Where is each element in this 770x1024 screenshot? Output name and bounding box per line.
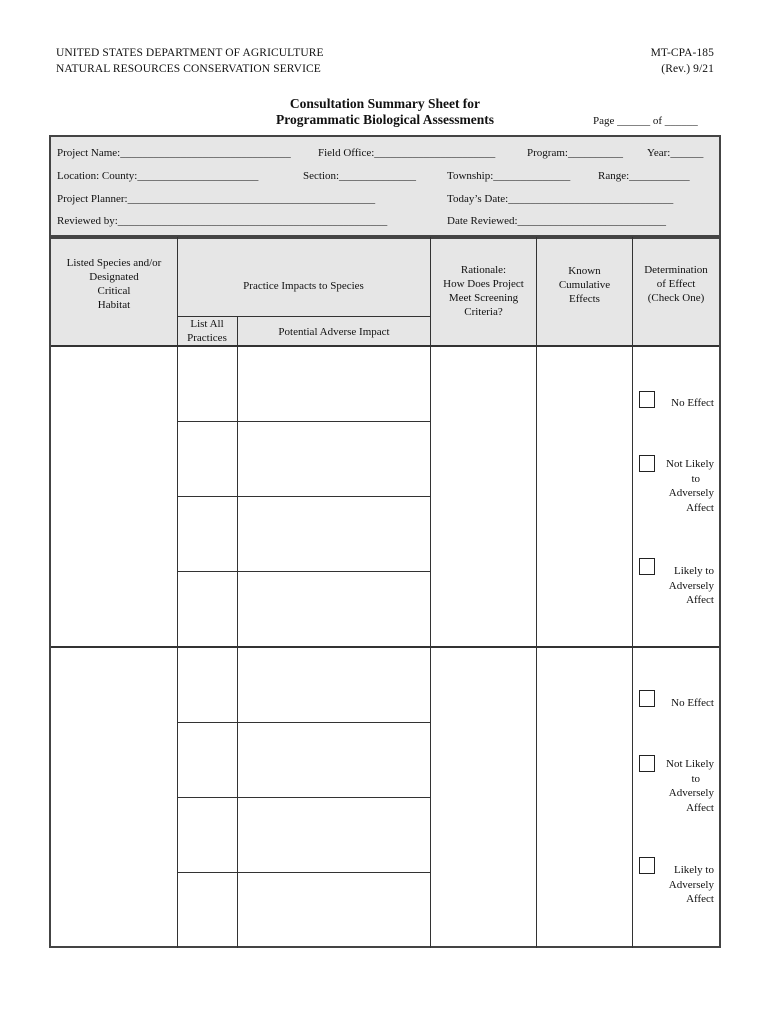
header-species-l2: Designated — [89, 271, 139, 283]
header-potential-adverse: Potential Adverse Impact — [278, 326, 390, 338]
header-species — [51, 256, 177, 312]
laa-l2: Adversely — [668, 579, 714, 592]
header-list-all — [177, 317, 237, 345]
nlaa-l3: Adversely — [668, 787, 714, 799]
col-divider-practices — [237, 316, 238, 948]
header-species-l1: Listed Species and/or — [66, 257, 162, 269]
likely-label — [640, 564, 714, 608]
project-planner-field[interactable]: Project Planner:_____________________________________________ — [57, 193, 376, 205]
header-species-l4: Habitat — [97, 299, 131, 311]
row-line — [177, 421, 430, 422]
nlaa-l1: Not Likely — [666, 758, 714, 770]
no-effect-label: No Effect — [671, 697, 714, 709]
page-title-line-1: Consultation Summary Sheet for — [289, 96, 481, 111]
row-line — [177, 797, 430, 798]
nlaa-l4: Affect — [686, 801, 714, 814]
laa-l1: Likely to — [673, 565, 714, 577]
header-rationale — [431, 263, 536, 319]
row-line — [177, 872, 430, 873]
header-determination-l3: (Check One) — [647, 292, 705, 304]
year-field[interactable]: Year:______ — [647, 147, 704, 159]
program-field[interactable]: Program:__________ — [527, 147, 623, 159]
col-divider-cumulative — [632, 237, 633, 948]
likely-label — [640, 863, 714, 907]
agency-line-1: UNITED STATES DEPARTMENT OF AGRICULTURE — [56, 47, 324, 59]
laa-l3: Affect — [686, 893, 714, 905]
field-office-field[interactable]: Field Office:______________________ — [318, 147, 496, 159]
row-line — [177, 496, 430, 497]
form-number: MT-CPA-185 — [650, 47, 714, 59]
header-known-l1: Known — [568, 265, 601, 277]
row-line — [177, 571, 430, 572]
revision: (Rev.) 9/21 — [661, 63, 714, 75]
header-practice-impacts: Practice Impacts to Species — [243, 280, 364, 292]
header-list-all-l2: Practices — [187, 332, 227, 344]
header-rationale-l1: Rationale: — [460, 264, 507, 276]
group-divider — [51, 646, 719, 648]
nlaa-l2: to — [691, 772, 700, 785]
header-known-l3: Effects — [569, 293, 600, 305]
range-field[interactable]: Range:___________ — [598, 170, 690, 182]
header-determination-l2: of Effect — [656, 278, 696, 290]
header-rationale-l4: Criteria? — [464, 306, 503, 318]
township-field[interactable]: Township:______________ — [447, 170, 571, 182]
date-reviewed-field[interactable]: Date Reviewed:___________________________ — [447, 215, 667, 227]
header-list-all-l1: List All — [190, 318, 224, 330]
row-line — [177, 722, 430, 723]
laa-l2: Adversely — [668, 878, 714, 891]
section-field[interactable]: Section:______________ — [303, 170, 417, 182]
laa-l3: Affect — [686, 594, 714, 606]
not-likely-label — [640, 757, 714, 815]
reviewed-by-field[interactable]: Reviewed by:_________________________________________________ — [57, 215, 388, 227]
laa-l1: Likely to — [673, 864, 714, 876]
todays-date-field[interactable]: Today’s Date:______________________________ — [447, 193, 674, 205]
header-bottom-rule — [51, 345, 719, 347]
header-determination-l1: Determination — [644, 264, 708, 276]
no-effect-label: No Effect — [671, 397, 714, 409]
project-name-field[interactable]: Project Name:_______________________________ — [57, 147, 291, 159]
col-divider-impact — [430, 237, 431, 948]
header-known-l2: Cumulative — [558, 279, 611, 291]
page-number-field[interactable]: Page ______ of ______ — [593, 115, 698, 127]
county-field[interactable]: Location: County:______________________ — [57, 170, 259, 182]
not-likely-label — [640, 457, 714, 515]
col-divider-rationale — [536, 237, 537, 948]
nlaa-l4: Affect — [686, 501, 714, 514]
nlaa-l3: Adversely — [668, 487, 714, 499]
header-determination — [633, 263, 719, 305]
nlaa-l1: Not Likely — [666, 458, 714, 470]
header-known-effects — [537, 264, 632, 306]
header-species-l3: Critical — [97, 285, 131, 297]
header-rationale-l2: How Does Project — [443, 278, 524, 290]
nlaa-l2: to — [691, 472, 700, 485]
agency-line-2: NATURAL RESOURCES CONSERVATION SERVICE — [56, 63, 321, 75]
page-title-line-2: Programmatic Biological Assessments — [276, 112, 494, 127]
header-rationale-l3: Meet Screening — [448, 292, 519, 304]
